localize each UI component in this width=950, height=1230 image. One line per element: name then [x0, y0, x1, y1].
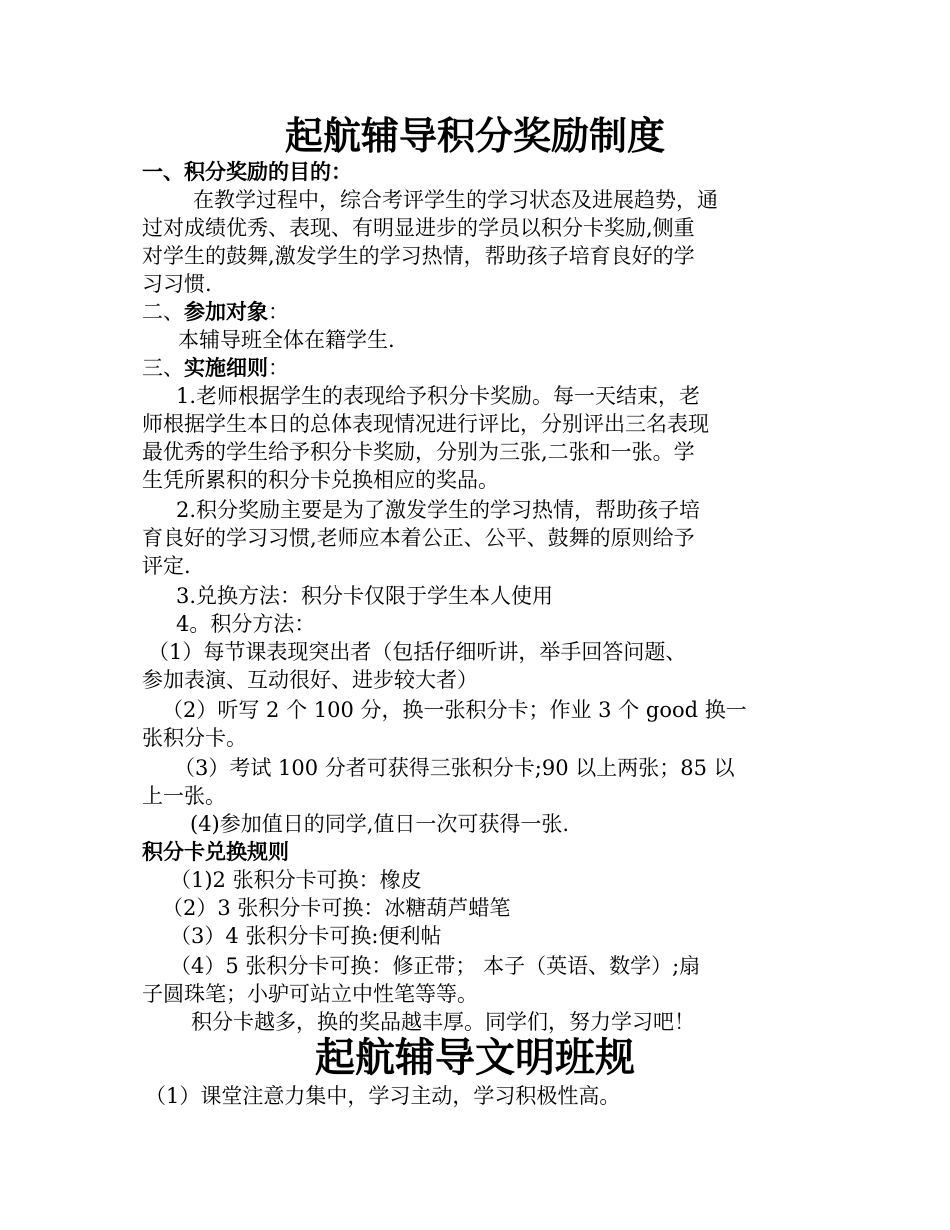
rule-1-line: 最优秀的学生给予积分卡奖励，分别为三张,二张和一张。学 [142, 440, 695, 464]
document-title: 起航辅导积分奖励制度 [284, 113, 665, 158]
rule-2-line: 育良好的学习习惯,老师应本着公正、公平、鼓舞的原则给予 [142, 526, 695, 550]
method-2-line: （2）听写 2 个 100 分，换一张积分卡；作业 3 个 good 换一 [162, 698, 747, 722]
rule-1-line: 师根据学生本日的总体表现情况进行评比，分别评出三名表现 [142, 412, 709, 436]
exchange-item: （3）4 张积分卡可换:便利帖 [170, 924, 442, 948]
section-2-heading [142, 298, 289, 326]
exchange-item-line: （4）5 张积分卡可换：修正带； 本子（英语、数学）;扇 [170, 954, 701, 978]
method-4: (4)参加值日的同学,值日一次可获得一张. [190, 812, 570, 836]
section-1-paragraph-line: 在教学过程中，综合考评学生的学习状态及进展趋势，通 [193, 188, 718, 212]
section-2-label: 参加对象 [184, 299, 268, 324]
exchange-item: （1)2 张积分卡可换：橡皮 [170, 868, 422, 892]
section-1-paragraph-line: 过对成绩优秀、表现、有明显进步的学员以积分卡奖励,侧重 [142, 216, 695, 240]
rule-4: 4。积分方法： [176, 612, 316, 636]
rule-3: 3.兑换方法：积分卡仅限于学生本人使用 [176, 584, 554, 608]
section-2-paragraph: 本辅导班全体在籍学生. [178, 328, 395, 352]
rule-2-line: 2.积分奖励主要是为了激发学生的学习热情，帮助孩子培 [176, 498, 701, 522]
exchange-item-line: 子圆珠笔；小驴可站立中性笔等等。 [142, 982, 478, 1006]
rule-1-line: 生凭所累积的积分卡兑换相应的奖品。 [142, 468, 499, 492]
section-1-paragraph-line: 对学生的鼓舞,激发学生的学习热情，帮助孩子培育良好的学 [142, 244, 695, 268]
section-2-number: 二、 [142, 300, 184, 324]
section-3-colon: ： [268, 356, 289, 380]
section-3-number: 三、 [142, 356, 184, 380]
section-2-colon: ： [268, 300, 289, 324]
method-3-line: 上一张。 [142, 784, 226, 808]
class-rules-title: 起航辅导文明班规 [315, 1034, 635, 1081]
section-3-heading [142, 354, 289, 382]
rule-1-line: 1.老师根据学生的表现给予积分卡奖励。每一天结束，老 [176, 384, 701, 408]
rule-2-line: 评定. [142, 554, 191, 578]
method-3-line: （3）考试 100 分者可获得三张积分卡;90 以上两张；85 以 [174, 756, 735, 780]
exchange-heading: 积分卡兑换规则 [142, 839, 289, 864]
method-1-line: （1）每节课表现突出者（包括仔细听讲，举手回答问题、 [148, 640, 687, 664]
section-1-paragraph-line: 习习惯. [142, 272, 212, 296]
class-rule-1: （1）课堂注意力集中，学习主动，学习积极性高。 [145, 1084, 621, 1108]
method-2-line: 张积分卡。 [142, 726, 247, 750]
method-1-line: 参加表演、互动很好、进步较大者） [142, 668, 478, 692]
closing-line: 积分卡越多，换的奖品越丰厚。同学们，努力学习吧！ [191, 1010, 695, 1034]
exchange-item: （2）3 张积分卡可换：冰糖葫芦蜡笔 [162, 896, 511, 920]
section-1-heading: 一、积分奖励的目的： [142, 159, 352, 184]
section-3-label: 实施细则 [184, 355, 268, 380]
